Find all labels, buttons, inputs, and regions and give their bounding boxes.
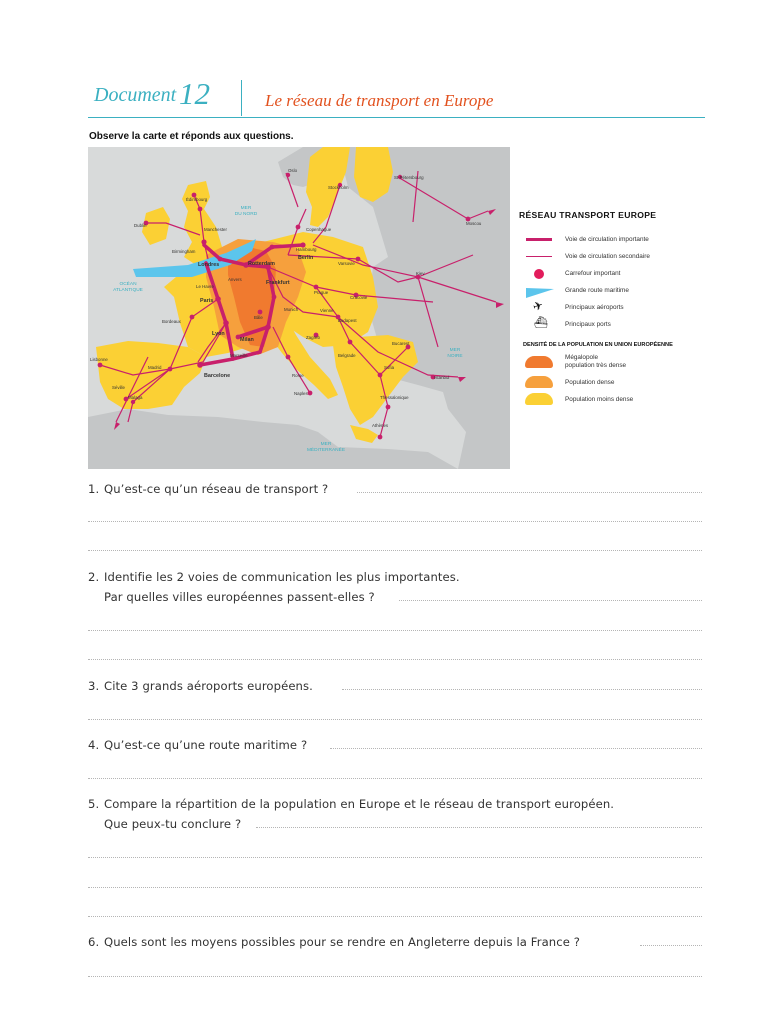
city-rotterdam: Rotterdam [248,261,275,267]
question-number: 3. [88,679,100,693]
mer-du-nord-label-2: DU NORD [234,212,258,217]
density-label-less-dense: Population moins dense [565,396,634,403]
question-number: 6. [88,935,100,949]
city-malaga: Malaga [128,395,143,400]
city-budapest: Budapest [338,318,357,323]
title-rule [88,117,705,118]
mer-du-nord-label-1: MER [240,206,252,211]
city-saint-petersbourg: St-Pétersbourg [394,175,424,180]
city-milan: Milan [240,337,254,343]
page-title: Le réseau de transport en Europe [265,91,494,110]
question-number: 2. [88,570,100,584]
density-swatch-less-dense [525,393,553,405]
mediterranee-label-2: MÉDITERRANÉE [306,448,346,453]
legend-label-crossing: Carrefour important [565,270,621,277]
question-number: 1. [88,482,100,496]
legend-row-main-route [526,238,552,241]
city-frankfurt: Frankfurt [266,280,290,286]
city-birmingham: Birmingham [172,249,196,254]
city-le-havre: Le Havre [196,284,214,289]
answer-line[interactable] [88,976,702,977]
answer-line[interactable] [88,857,702,858]
question-text: Cite 3 grands aéroports européens. [104,679,313,693]
question-text: Quels sont les moyens possibles pour se rendre en Angleterre depuis la France ? [104,935,580,949]
legend-heading: RÉSEAU TRANSPORT EUROPE [519,210,657,220]
city-bale: Bâle [254,315,263,320]
city-rome: Rome [292,373,304,378]
legend-label-airports: Principaux aéroports [565,304,624,311]
city-munich: Munich [284,307,299,312]
city-stockholm: Stockholm [328,185,349,190]
city-marseille: Marseille [230,353,248,358]
city-belgrade: Belgrade [338,353,356,358]
question-text: Que peux-tu conclure ? [104,817,242,831]
density-label-dense: Population dense [565,379,615,386]
city-prague: Prague [314,290,329,295]
city-edimbourg: Édimbourg [186,197,208,202]
question-text: Par quelles villes européennes passent-elles ? [104,590,375,604]
answer-line[interactable] [88,887,702,888]
city-athenes: Athènes [372,423,389,428]
city-sofia: Sofia [384,365,395,370]
density-label-megalopole-2: population très dense [565,362,627,369]
density-swatch-dense [525,376,553,388]
legend-label-main-route: Voie de circulation importante [565,236,649,243]
question-2 [88,570,460,584]
question-text: Qu’est-ce qu’une route maritime ? [104,738,308,752]
mediterranee-label-1: MER [320,442,332,447]
city-manchester: Manchester [204,227,227,232]
question-5-continued [88,817,241,831]
legend-crossing-dot [534,269,544,279]
ocean-label-1: OCÉAN [119,282,137,287]
question-number: 5. [88,797,100,811]
legend-panel [519,210,709,403]
city-londres: Londres [198,262,220,268]
city-varsovie: Varsovie [338,261,355,266]
answer-line[interactable] [88,916,702,917]
city-lyon: Lyon [212,331,225,337]
density-heading: DENSITÉ DE LA POPULATION EN UNION EUROPÉENNE [523,342,673,348]
answer-line[interactable] [640,945,702,946]
question-1 [88,482,328,496]
answer-line[interactable] [357,492,702,493]
city-istanbul: Istanbul [434,375,450,380]
instruction-text: Observe la carte et réponds aux questions. [89,131,294,142]
density-label-megalopole-1: Mégalopole [565,354,599,361]
document-label: Document [94,84,177,106]
question-2-continued [88,590,375,604]
answer-line[interactable] [88,521,702,522]
mer-noire-label-1: MER [449,348,461,353]
legend-label-sea-route: Grande route maritime [565,287,629,294]
answer-line[interactable] [342,689,702,690]
ocean-label-2: ATLANTIQUE [113,288,143,293]
answer-line[interactable] [88,719,702,720]
answer-line[interactable] [256,827,702,828]
ship-icon: ⛴ [534,317,548,329]
city-madrid: Madrid [148,365,162,370]
legend-sea-route-arrow [526,284,554,298]
answer-line[interactable] [399,600,702,601]
density-swatch-megalopole [525,356,553,368]
city-vienne: Vienne [320,308,334,313]
city-zagreb: Zagreb [306,335,320,340]
question-number: 4. [88,738,100,752]
city-bucarest: Bucarest [392,341,410,346]
city-anvers: Anvers [228,277,242,282]
city-dublin: Dublin [134,223,147,228]
question-6 [88,935,580,949]
question-text: Identifie les 2 voies de communication les plus importantes. [104,570,460,584]
question-3 [88,679,313,693]
question-4 [88,738,307,752]
question-text: Compare la répartition de la population en Europe et le réseau de transport européen. [104,797,615,811]
city-naples: Naples [294,391,308,396]
city-bordeaux: Bordeaux [162,319,181,324]
mer-noire-label-2: NOIRE [447,354,463,359]
city-copenhague: Copenhague [306,227,332,232]
city-kiev: Kiev [416,271,425,276]
answer-line[interactable] [88,659,702,660]
airplane-icon: ✈ [530,297,546,315]
legend-row-secondary-route [526,256,552,257]
europe-transport-map [88,147,510,469]
city-paris: Paris [200,298,214,304]
answer-line[interactable] [88,778,702,779]
title-separator [241,80,242,116]
city-moscou: Moscou [466,221,482,226]
city-thessalonique: Thessalonique [380,395,409,400]
answer-line[interactable] [88,630,702,631]
answer-line[interactable] [330,748,702,749]
legend-label-secondary-route: Voie de circulation secondaire [565,253,650,260]
city-hambourg: Hambourg [296,247,317,252]
city-oslo: Oslo [288,168,298,173]
legend-label-ports: Principaux ports [565,321,611,328]
city-lisbonne: Lisbonne [90,357,108,362]
city-cracovie: Cracovie [350,295,368,300]
city-berlin: Berlin [298,255,314,261]
document-number: 12 [179,76,210,111]
question-5 [88,797,614,811]
city-barcelone: Barcelone [204,373,231,379]
question-text: Qu’est-ce qu’un réseau de transport ? [104,482,329,496]
answer-line[interactable] [88,550,702,551]
city-seville: Séville [112,385,125,390]
